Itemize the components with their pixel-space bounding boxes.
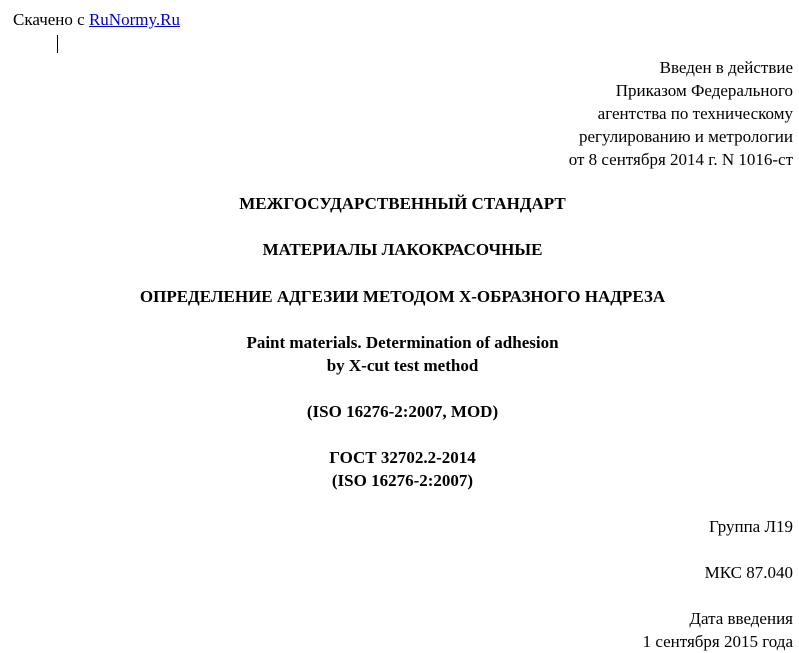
- source-prefix: Скачено с: [13, 10, 89, 29]
- source-link[interactable]: RuNormy.Ru: [88, 10, 180, 29]
- enactment-line: агентства по техническому: [597, 104, 793, 123]
- standard-type-heading: МЕЖГОСУДАРСТВЕННЫЙ СТАНДАРТ: [239, 194, 566, 213]
- iso-mod-reference: (ISO 16276-2:2007, MOD): [306, 402, 499, 421]
- text-cursor: [57, 35, 58, 53]
- enactment-line: от 8 сентября 2014 г. N 1016-ст: [568, 150, 793, 169]
- english-title-line-2: by X-cut test method: [326, 356, 479, 375]
- date-value: 1 сентября 2015 года: [642, 632, 793, 651]
- gost-number: ГОСТ 32702.2-2014: [329, 448, 476, 467]
- source-note: [13, 8, 180, 31]
- enactment-line: Введен в действие: [659, 58, 793, 77]
- enactment-block: [569, 56, 793, 171]
- mks-code: МКС 87.040: [704, 563, 793, 582]
- document-title: МАТЕРИАЛЫ ЛАКОКРАСОЧНЫЕ: [262, 240, 543, 259]
- english-title-line-1: Paint materials. Determination of adhesion: [246, 333, 559, 352]
- iso-reference: (ISO 16276-2:2007): [331, 471, 474, 490]
- enactment-line: Приказом Федерального: [615, 81, 793, 100]
- date-label: Дата введения: [689, 609, 793, 628]
- document-subtitle: ОПРЕДЕЛЕНИЕ АДГЕЗИИ МЕТОДОМ Х-ОБРАЗНОГО НАДРЕЗА: [139, 287, 666, 306]
- group-code: Группа Л19: [708, 517, 793, 536]
- enactment-line: регулированию и метрологии: [578, 127, 793, 146]
